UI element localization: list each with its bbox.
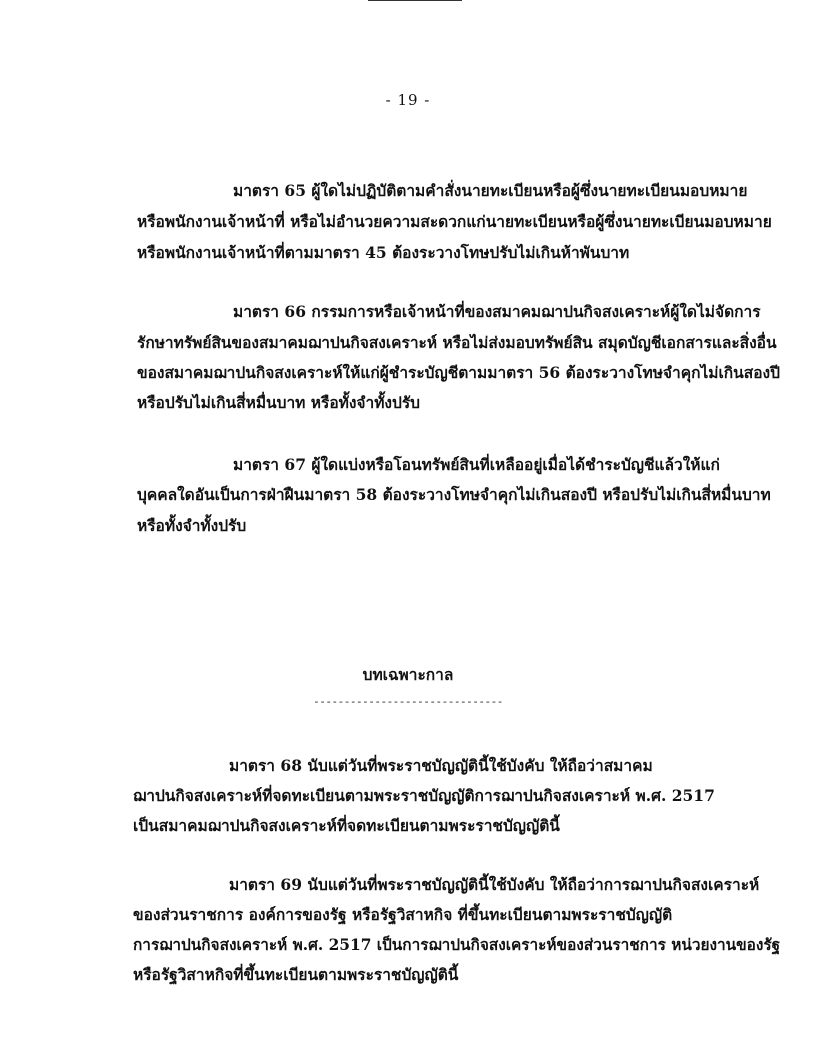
section-67-line-2: บุคคลใดอันเป็นการฝ่าฝืนมาตรา 58 ต้องระวางโทษจำคุกไม่เกินสองปี หรือปรับไม่เกินสี่หมื่นบาท <box>137 485 771 504</box>
section-67-line-3: หรือทั้งจำทั้งปรับ <box>137 516 247 535</box>
section-66-line-2: รักษาทรัพย์สินของสมาคมฌาปนกิจสงเคราะห์ หรือไม่ส่งมอบทรัพย์สิน สมุดบัญชีเอกสารและสิ่งอื่น <box>137 333 777 352</box>
transitional-heading-rule: ------------------------------- <box>313 695 503 708</box>
section-69-line-4: หรือรัฐวิสาหกิจที่ขึ้นทะเบียนตามพระราชบัญญัตินี้ <box>133 965 459 984</box>
transitional-heading: บทเฉพาะกาล <box>362 665 454 684</box>
section-65-line-1: มาตรา 65 ผู้ใดไม่ปฏิบัติตามคำสั่งนายทะเบียนหรือผู้ซึ่งนายทะเบียนมอบหมาย <box>233 181 748 200</box>
section-69-line-1: มาตรา 69 นับแต่วันที่พระราชบัญญัตินี้ใช้บังคับ ให้ถือว่าการฌาปนกิจสงเคราะห์ <box>229 875 760 894</box>
section-68-line-1: มาตรา 68 นับแต่วันที่พระราชบัญญัตินี้ใช้บังคับ ให้ถือว่าสมาคม <box>229 756 653 775</box>
section-66-line-1: มาตรา 66 กรรมการหรือเจ้าหน้าที่ของสมาคมฌาปนกิจสงเคราะห์ผู้ใดไม่จัดการ <box>233 302 761 321</box>
section-69-line-3: การฌาปนกิจสงเคราะห์ พ.ศ. 2517 เป็นการฌาปนกิจสงเคราะห์ของส่วนราชการ หน่วยงานของรัฐ <box>133 935 781 954</box>
section-68-line-2: ฌาปนกิจสงเคราะห์ที่จดทะเบียนตามพระราชบัญญัติการฌาปนกิจสงเคราะห์ พ.ศ. 2517 <box>133 786 715 805</box>
page-number: - 19 - <box>385 91 431 109</box>
section-69-line-2: ของส่วนราชการ องค์การของรัฐ หรือรัฐวิสาหกิจ ที่ขึ้นทะเบียนตามพระราชบัญญัติ <box>133 905 673 924</box>
section-66-line-4: หรือปรับไม่เกินสี่หมื่นบาท หรือทั้งจำทั้งปรับ <box>137 393 421 412</box>
top-rule <box>368 0 462 1</box>
section-67-line-1: มาตรา 67 ผู้ใดแบ่งหรือโอนทรัพย์สินที่เหลืออยู่เมื่อได้ชำระบัญชีแล้วให้แก่ <box>233 455 720 474</box>
section-68-line-3: เป็นสมาคมฌาปนกิจสงเคราะห์ที่จดทะเบียนตามพระราชบัญญัตินี้ <box>133 816 560 835</box>
section-66-line-3: ของสมาคมฌาปนกิจสงเคราะห์ให้แก่ผู้ชำระบัญชีตามมาตรา 56 ต้องระวางโทษจำคุกไม่เกินสองปี <box>137 363 780 382</box>
section-65-line-2: หรือพนักงานเจ้าหน้าที่ หรือไม่อำนวยความสะดวกแก่นายทะเบียนหรือผู้ซึ่งนายทะเบียนมอบหมาย <box>137 212 772 231</box>
section-65-line-3: หรือพนักงานเจ้าหน้าที่ตามมาตรา 45 ต้องระวางโทษปรับไม่เกินห้าพันบาท <box>137 243 630 262</box>
